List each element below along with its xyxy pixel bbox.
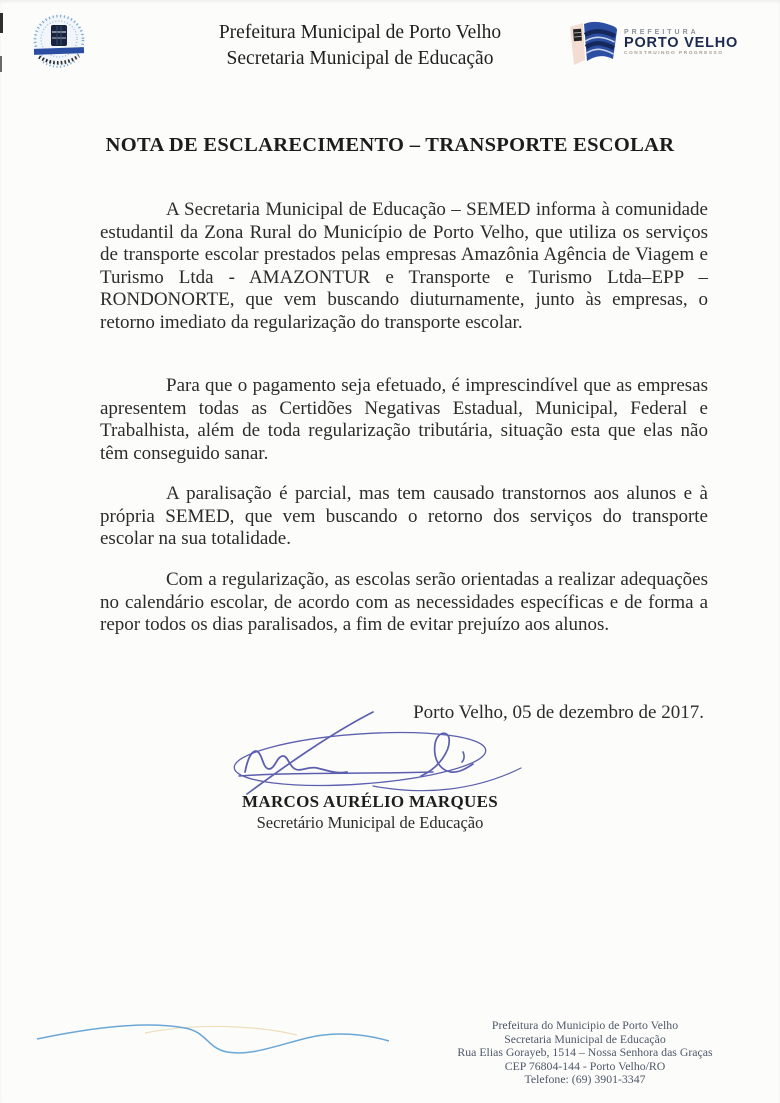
signer-name: MARCOS AURÉLIO MARQUES xyxy=(242,792,498,811)
logo-wordmark xyxy=(624,29,738,56)
dateline: Porto Velho, 05 de dezembro de 2017. xyxy=(413,702,704,723)
porto-velho-flag-icon xyxy=(566,20,620,68)
paragraph-2: Para que o pagamento seja efetuado, é imprescindível que as empresas apresentem todas as Certidões Negativas Estadual, Municipal, Federal e Trabalhista, além de toda regularização tributária, situação esta que elas não têm conseguido sanar. xyxy=(100,375,708,464)
prefeitura-logo xyxy=(566,20,739,72)
municipal-coat-of-arms-icon xyxy=(30,10,88,76)
decorative-wave-icon xyxy=(35,1015,395,1065)
footer-line-1: Prefeitura do Municipio de Porto Velho xyxy=(491,1018,679,1032)
paragraph-3: A paralisação é parcial, mas tem causado transtornos aos alunos e à própria SEMED, que vem buscando o retorno dos serviços do transporte escolar na sua totalidade. xyxy=(100,483,708,550)
paragraph-4: Com a regularização, as escolas serão orientadas a realizar adequações no calendário escolar, de acordo com as necessidades específicas e de forma a repor todos os dias paralisados, a fim de evitar prejuízo aos alunos. xyxy=(100,569,708,636)
logo-city-name: PORTO VELHO xyxy=(624,35,739,51)
logo-tagline: CONSTRUINDO PROGRESSO xyxy=(624,51,724,56)
handwritten-signature-icon xyxy=(225,706,525,800)
footer-line-2: Secretaria Municipal de Educação xyxy=(504,1031,666,1046)
footer-address xyxy=(430,1019,740,1087)
document-title: NOTA DE ESCLARECIMENTO – TRANSPORTE ESCOLAR xyxy=(105,134,675,156)
footer-line-5: Telefone: (69) 3901-3347 xyxy=(524,1072,646,1087)
letterhead-org xyxy=(170,20,550,72)
footer-line-3: Rua Elias Gorayeb, 1514 – Nossa Senhora das Graças xyxy=(457,1045,713,1060)
signer-role: Secretário Municipal de Educação xyxy=(256,813,484,832)
letterhead-line2: Secretaria Municipal de Educação xyxy=(226,48,494,69)
footer-line-4: CEP 76804-144 - Porto Velho/RO xyxy=(504,1058,666,1073)
logo-prefeitura-label: PREFEITURA xyxy=(624,29,699,36)
scan-artifact xyxy=(0,56,2,72)
scan-artifact xyxy=(0,13,3,33)
paragraph-1: A Secretaria Municipal de Educação – SEMED informa à comunidade estudantil da Zona Rural do Município de Porto Velho, que utiliza os serviços de transporte escolar prestados pelas empresas Amazônia Agência de Viagem e Turismo Ltda - AMAZONTUR e Transporte e Turismo Ltda–EPP –RONDONORTE, que vem buscando diuturnamente, junto às empresas, o retorno imediato da regularização do transporte escolar. xyxy=(100,199,708,333)
letterhead-line1: Prefeitura Municipal de Porto Velho xyxy=(218,22,502,43)
